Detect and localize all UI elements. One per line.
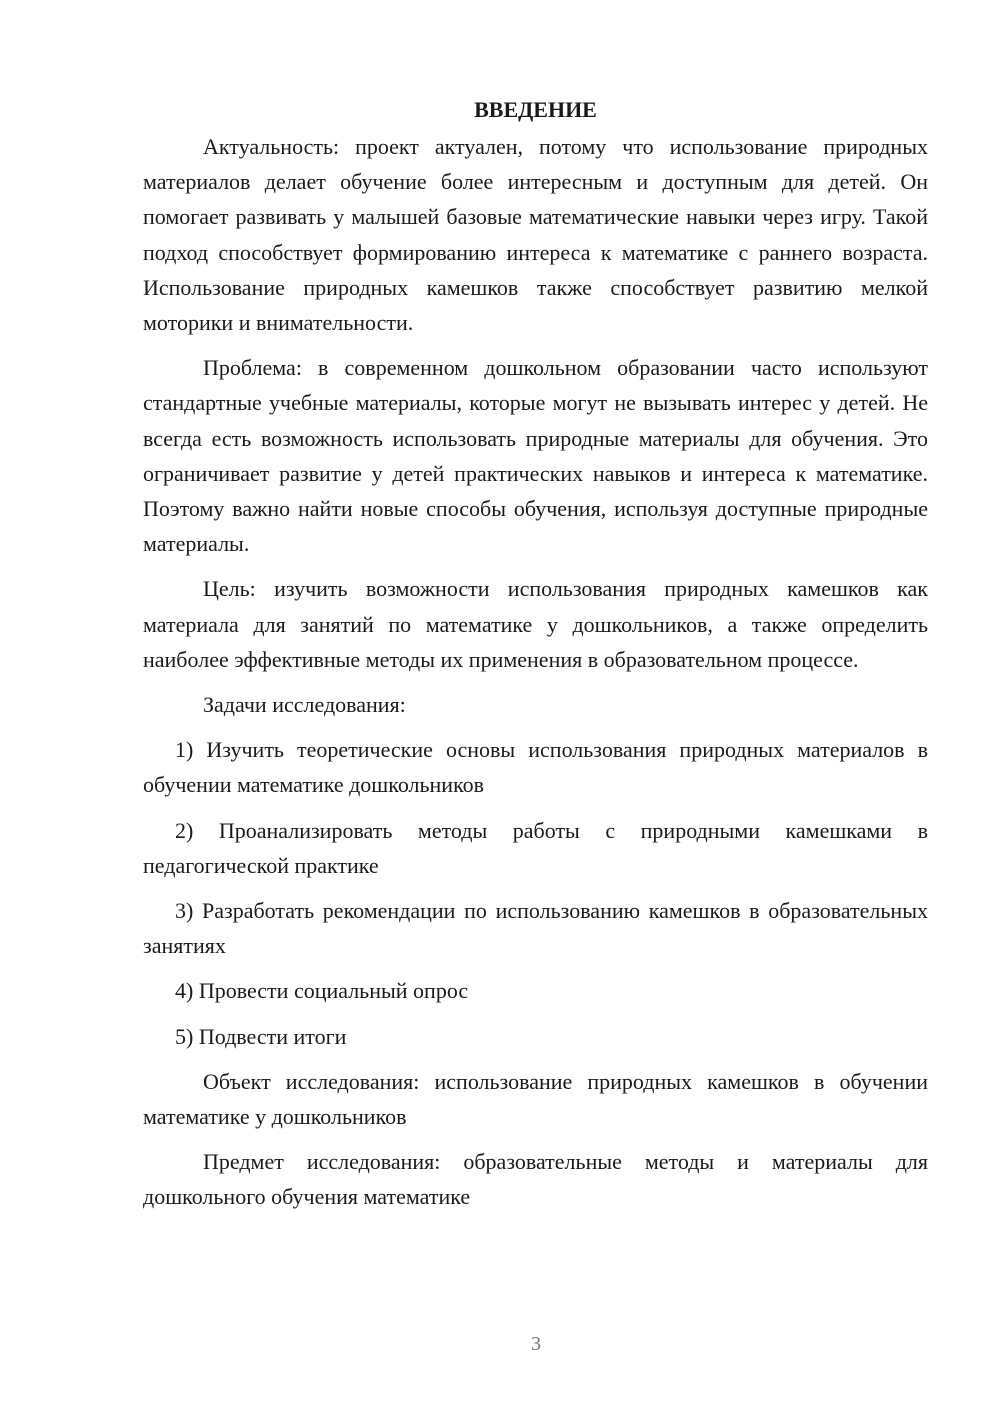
object-paragraph: Объект исследования: использование природных камешков в обучении математике у дошкольников (143, 1068, 928, 1130)
task-item-2: 2) Проанализировать методы работы с природными камешками в педагогической практике (143, 817, 928, 878)
goal-paragraph: Цель: изучить возможности использования природных камешков как материала для занятий по математике у дошкольников, а также определить наиболее эффективные методы их применения в образовательном процессе. (143, 576, 928, 672)
document-page (143, 92, 928, 1225)
page-number: 3 (531, 1333, 541, 1355)
problem-paragraph: Проблема: в современном дошкольном образовании часто используют стандартные учебные материалы, которые могут не вызывать интерес у детей. Не всегда есть возможность использовать природные материалы для обучения. Это ограничивает развитие у детей практических навыков и интереса к математике. Поэтому важно найти новые способы обучения, используя доступные природные материалы. (143, 355, 928, 557)
task-item-1: 1) Изучить теоретические основы использования природных материалов в обучении математике дошкольников (143, 737, 928, 798)
task-item-3: 3) Разработать рекомендации по использованию камешков в образовательных занятиях (143, 898, 928, 959)
task-item-5: 5) Подвести итоги (175, 1023, 347, 1049)
section-heading: ВВЕДЕНИЕ (474, 97, 597, 122)
subject-paragraph: Предмет исследования: образовательные методы и материалы для дошкольного обучения математике (143, 1149, 928, 1210)
task-item-4: 4) Провести социальный опрос (175, 978, 469, 1004)
relevance-paragraph: Актуальность: проект актуален, потому что использование природных материалов делает обучение более интересным и доступным для детей. Он помогает развивать у малышей базовые математические навыки через игру. Такой подход способствует формированию интереса к математике с раннего возраста. Использование природных камешков также способствует развитию мелкой моторики и внимательности. (143, 134, 928, 336)
tasks-heading: Задачи исследования: (203, 692, 406, 718)
